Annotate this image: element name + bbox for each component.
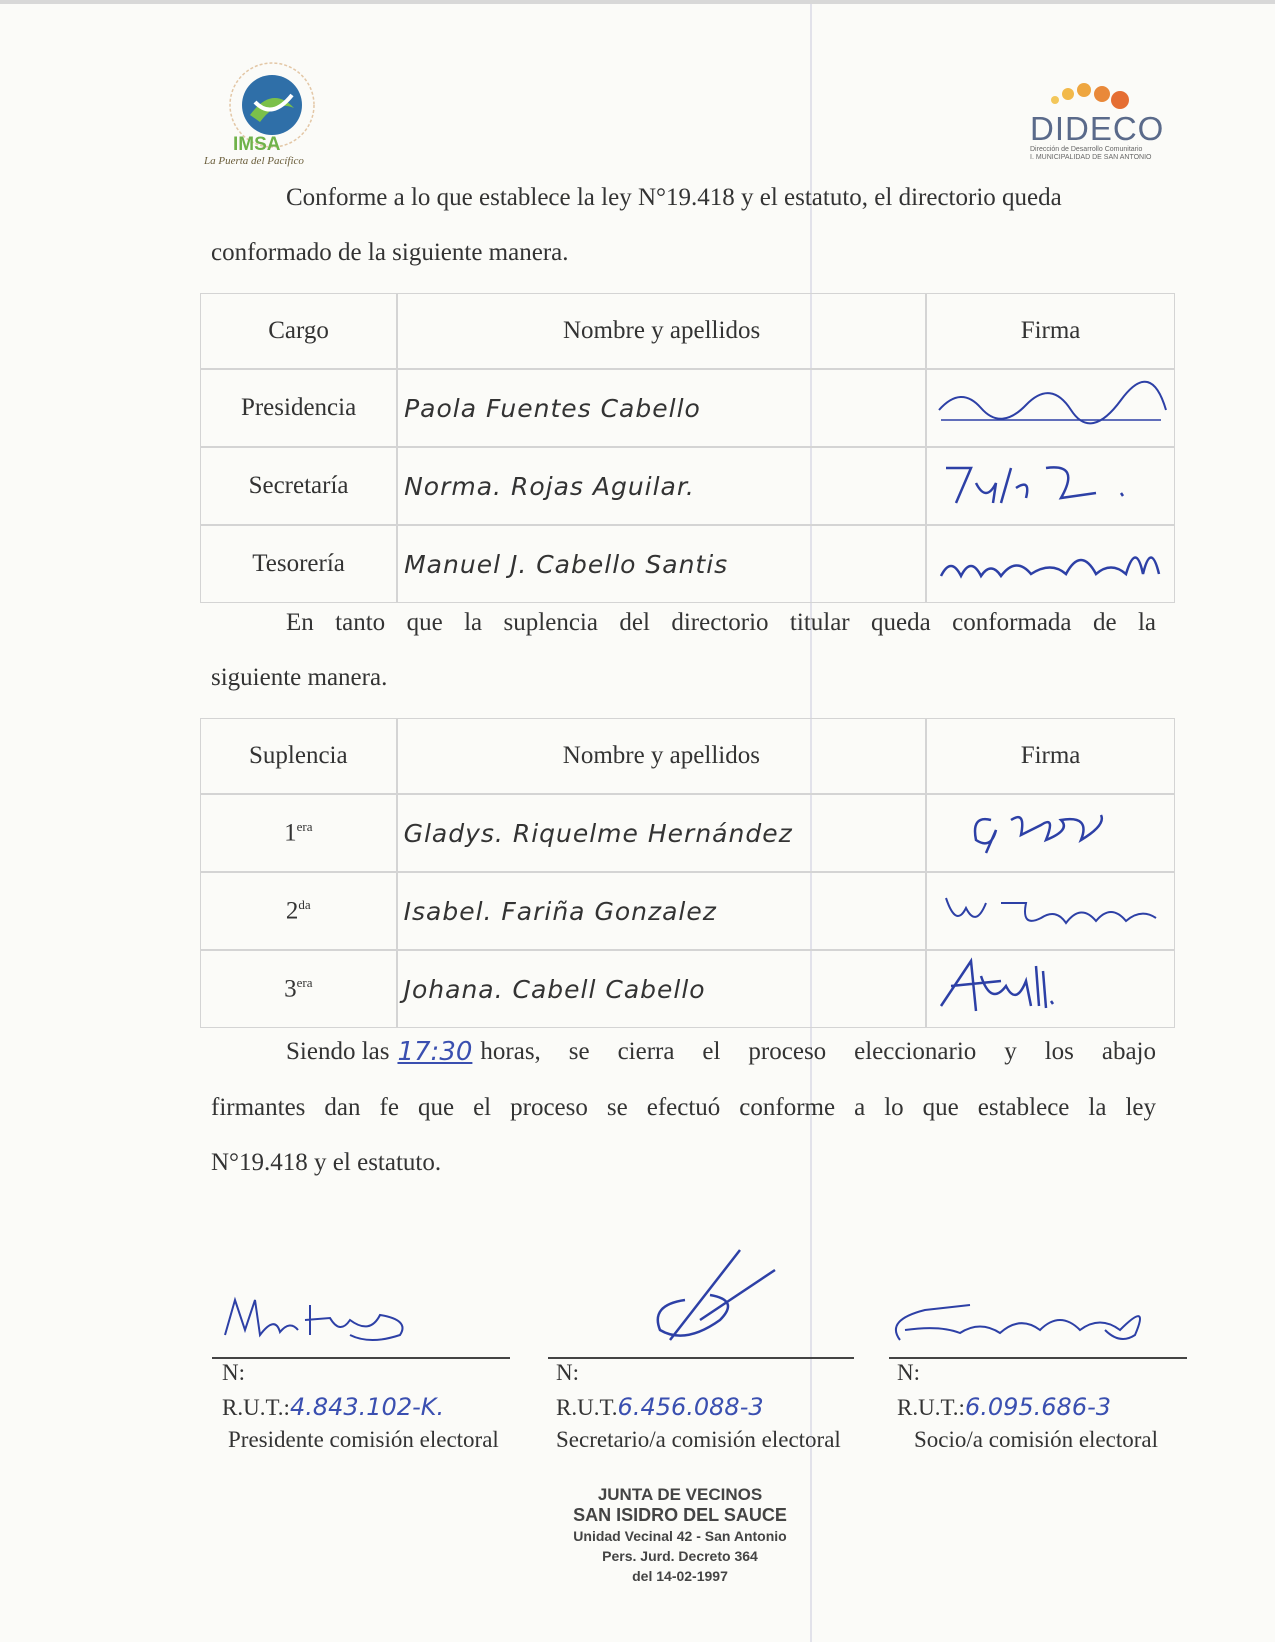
dideco-sub2: I. MUNICIPALIDAD DE SAN ANTONIO [1030,154,1152,161]
suplencia-order-cell [200,950,397,1028]
stamp-line-3: Unidad Vecinal 42 - San Antonio [573,1528,787,1544]
suplencia-header-row [200,718,1175,794]
socio-role: Socio/a comisión electoral [914,1427,1158,1452]
closing-line-2: firmantes dan fe que el proceso se efectuó conforme a lo que establece la ley [211,1094,1156,1121]
socio-signature-icon [880,1295,1170,1355]
directorio-table [200,293,1175,603]
order-suffix: era [296,974,313,990]
header-nombre: Nombre y apellidos [397,718,927,794]
secretario-signature-line [548,1357,854,1359]
table-row [200,447,1175,525]
rut-value: 6.456.088-3 [617,1393,764,1421]
intro-line-2: conformado de la siguiente manera. [211,239,569,266]
directorio-header-row [200,293,1175,369]
rut-value: 4.843.102-K. [289,1393,445,1421]
presidente-n-label: N: [222,1360,245,1385]
rut-label: R.U.T. [556,1395,618,1420]
closing-time: 17:30 [397,1037,473,1067]
presidente-signature-line [212,1357,510,1359]
suplencia-intro-line-2: siguiente manera. [211,664,388,691]
rut-value: 6.095.686-3 [964,1393,1112,1421]
table-row [200,950,1175,1028]
order-number: 3 [284,975,297,1003]
socio-signature-line [889,1357,1187,1359]
nombre-cell: Paola Fuentes Cabello [397,369,926,447]
stamp-line-2: SAN ISIDRO DEL SAUCE [573,1505,787,1525]
secretario-signature-icon [630,1245,780,1345]
firma-signature [926,794,1175,872]
secretario-n-label: N: [556,1360,579,1385]
nombre-cell: Norma. Rojas Aguilar. [397,447,926,525]
suplencia-intro-line-1: En tanto que la suplencia del directorio titular queda conformada de la [286,609,1156,636]
closing-suffix: horas, se cierra el proceso eleccionario y los abajo [480,1038,1156,1065]
signature-scribble-icon [931,805,1171,855]
cargo-cell: Presidencia [200,369,397,447]
closing-prefix: Siendo las [286,1038,390,1065]
firma-signature [926,950,1175,1028]
dideco-logo [1010,80,1165,161]
dideco-sub1: Dirección de Desarrollo Comunitario [1030,146,1143,153]
order-number: 1 [284,819,297,847]
table-row [200,525,1175,603]
stamp-line-5: del 14-02-1997 [632,1568,728,1584]
order-number: 2 [285,897,299,925]
socio-n-label: N: [897,1360,920,1385]
firma-signature [926,872,1175,950]
closing-line-1 [286,1024,1156,1080]
firma-signature [926,447,1175,525]
stamp-line-1: JUNTA DE VECINOS [597,1485,763,1504]
intro-line-1: Conforme a lo que establece la ley N°19.418 y el estatuto, el directorio queda [286,184,1062,211]
header-cargo: Cargo [200,293,397,369]
header-nombre: Nombre y apellidos [397,293,926,369]
closing-line-3: N°19.418 y el estatuto. [211,1149,442,1176]
table-row [200,872,1175,950]
rut-label: R.U.T.: [222,1395,290,1420]
secretario-rut [556,1393,764,1421]
suplencia-table [200,718,1175,1028]
firma-signature [926,525,1175,603]
rut-label: R.U.T.: [897,1395,965,1420]
imsa-logo [204,60,335,170]
signature-scribble-icon [931,458,1171,508]
top-edge-shadow [0,0,1275,4]
imsa-tagline: La Puerta del Pacífico [204,155,304,167]
suplencia-order-cell [200,872,397,950]
header-firma: Firma [926,293,1175,369]
socio-rut [897,1393,1111,1421]
cargo-cell: Tesorería [200,525,397,603]
header-firma: Firma [926,718,1175,794]
presidente-rut [222,1393,444,1421]
nombre-cell: Gladys. Riquelme Hernández [397,794,927,872]
presidente-signature-icon [220,1290,420,1350]
order-suffix: da [298,896,311,912]
signature-scribble-icon [931,956,1171,1016]
table-row [200,369,1175,447]
signature-scribble-icon [931,536,1171,586]
header-suplencia: Suplencia [200,718,397,794]
signature-scribble-icon [931,883,1171,933]
dideco-name: DIDECO [1030,110,1165,147]
presidente-role: Presidente comisión electoral [228,1427,499,1452]
table-row [200,794,1175,872]
nombre-cell: Isabel. Fariña Gonzalez [397,872,927,950]
nombre-cell: Johana. Cabell Cabello [397,950,927,1028]
cargo-cell: Secretaría [200,447,397,525]
order-suffix: era [296,818,313,834]
imsa-name: IMSA [233,134,281,155]
firma-signature [926,369,1175,447]
nombre-cell: Manuel J. Cabello Santis [397,525,926,603]
signature-scribble-icon [931,380,1171,430]
stamp-line-4: Pers. Jurd. Decreto 364 [602,1548,758,1564]
suplencia-order-cell [200,794,397,872]
junta-vecinos-stamp [530,1485,830,1586]
secretario-role: Secretario/a comisión electoral [556,1427,841,1452]
